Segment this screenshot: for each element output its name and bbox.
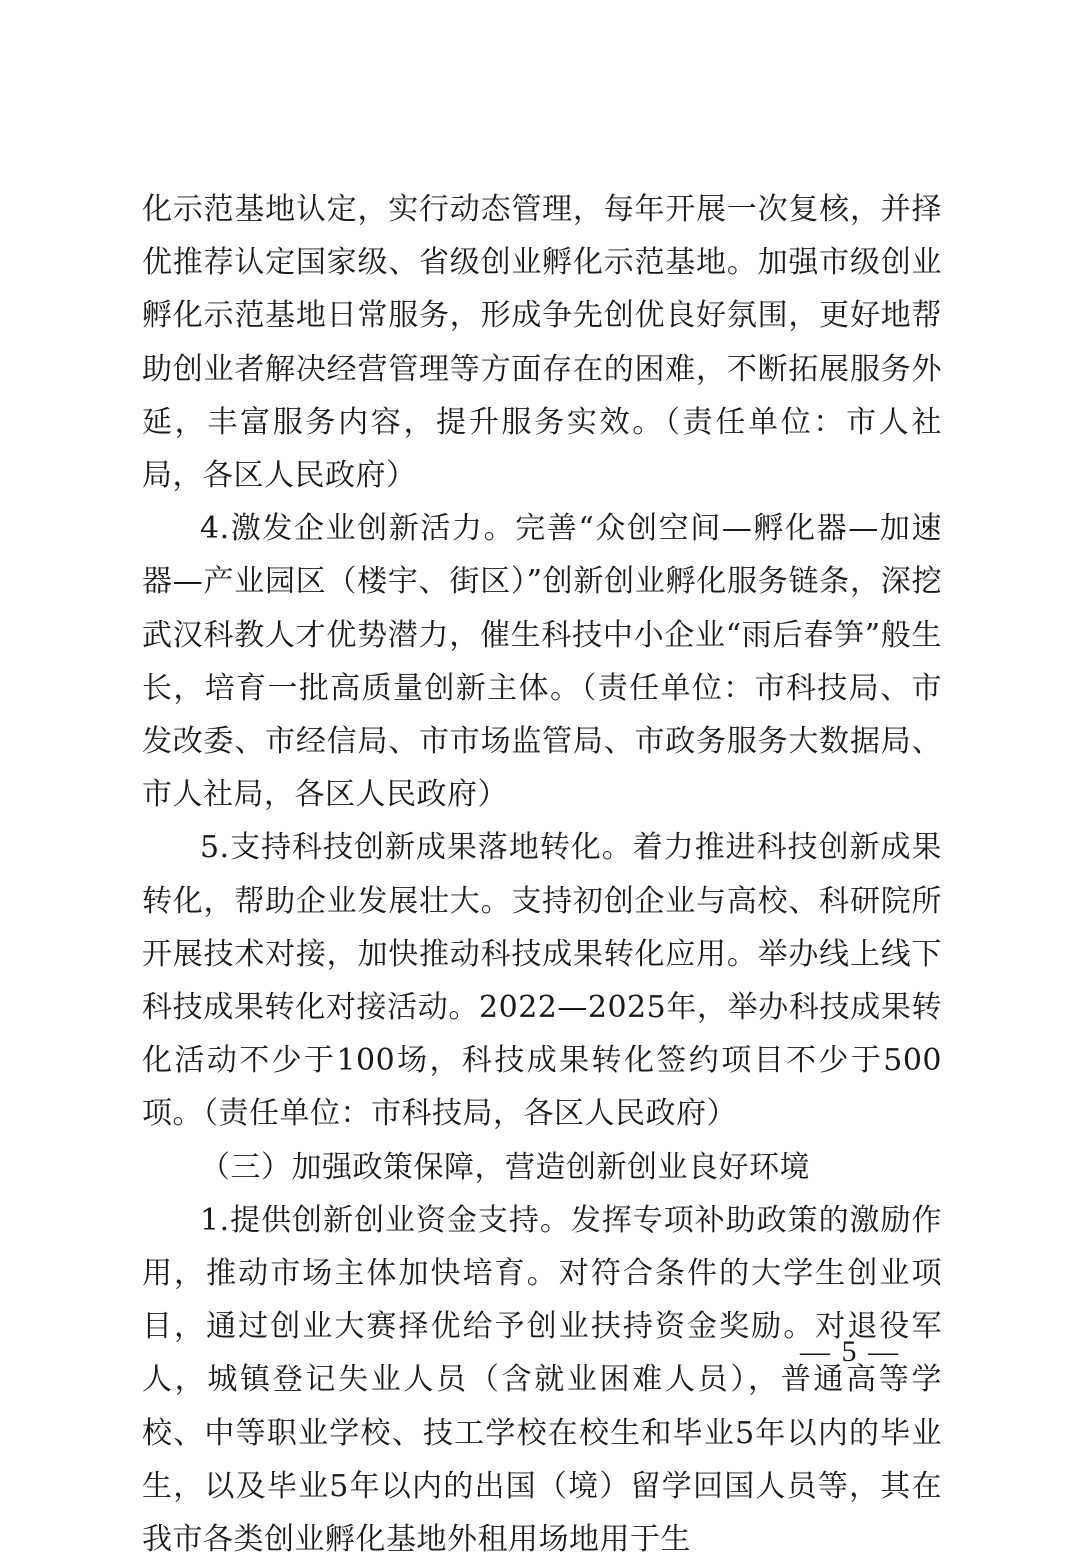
paragraph-continuation: 化示范基地认定，实行动态管理，每年开展一次复核，并择优推荐认定国家级、省级创业孵化示范基地。加强市级创业孵化示范基地日常服务，形成争先创优良好氛围，更好地帮助创业者解决经营管理等方面存在的困难，不断拓展服务外延，丰富服务内容，提升服务实效。（责任单位：市人社局，各区人民政府） xyxy=(142,192,942,494)
paragraph-item-5: 5.支持科技创新成果落地转化。着力推进科技创新成果转化，帮助企业发展壮大。支持初创企业与高校、科研院所开展技术对接，加快推动科技成果转化应用。举办线上线下科技成果转化对接活动。2022—2025年，举办科技成果转化活动不少于100场，科技成果转化签约项目不少于500项。（责任单位：市科技局，各区人民政府） xyxy=(142,830,942,1132)
paragraph-item-4: 4.激发企业创新活力。完善“众创空间—孵化器—加速器—产业园区（楼宇、街区）”创新创业孵化服务链条，深挖武汉科教人才优势潜力，催生科技中小企业“雨后春笋”般生长，培育一批高质量创新主体。（责任单位：市科技局、市发改委、市经信局、市市场监管局、市政务服务大数据局、市人社局，各区人民政府） xyxy=(142,511,942,813)
page-number: — 5 — xyxy=(800,1335,900,1368)
paragraph-item-1: 1.提供创新创业资金支持。发挥专项补助政策的激励作用，推动市场主体加快培育。对符合条件的大学生创业项目，通过创业大赛择优给予创业扶持资金奖励。对退役军人，城镇登记失业人员（含就业困难人员），普通高等学校、中等职业学校、技工学校在校生和毕业5年以内的毕业生，以及毕业5年以内的出国（境）留学回国人员等，其在我市各类创业孵化基地外租用场地用于生 xyxy=(142,1202,942,1558)
section-heading: （三）加强政策保障，营造创新创业良好环境 xyxy=(200,1149,810,1185)
